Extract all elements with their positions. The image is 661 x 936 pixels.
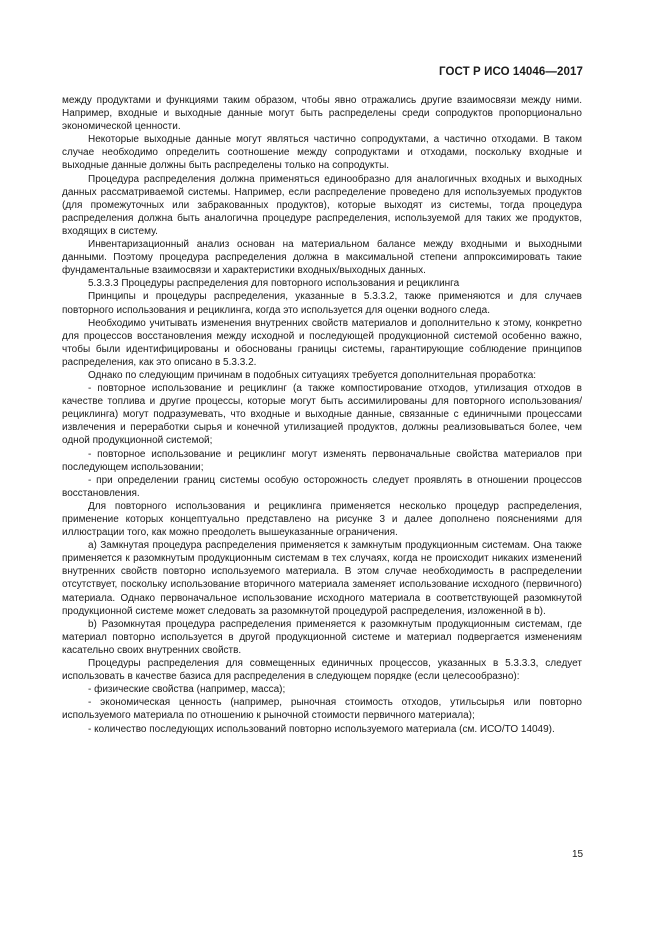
paragraph: Процедуры распределения для совмещенных единичных процессов, указанных в 5.3.3.3, следует использовать в качестве базиса для распределения в следующем порядке (если целесообразно): (62, 658, 582, 683)
page-number: 15 (572, 849, 584, 860)
list-item: - повторное использование и рециклинг (а также компостирование отходов, утилизация отходов в качестве топлива и другие процессы, которые могут быть ассимилированы для повторного использования/рециклинга) могут подразумевать, что входные и выходные данные, связанные с единичными процессами извлечения и переработки сырья и конечной утилизацией продуктов, должны реализовываться более, чем одной продукционной системой; (62, 383, 582, 447)
list-item: a) Замкнутая процедура распределения применяется к замкнутым продукционным системам. Она также применяется к разомкнутым продукционным системам в тех случаях, когда не происходит никаких изменений внутренних свойств повторно используемого материала. В этом случае необходимость в распределении отсутствует, поскольку использование вторичного материала заменяет использование исходного (первичного) материала. Однако первоначальное использование исходного материала в соответствующей разомкнутой продукционной системе может следовать за разомкнутой процедурой распределения, изложенной в b). (62, 540, 582, 617)
paragraph: между продуктами и функциями таким образом, чтобы явно отражались другие взаимосвязи между ними. Например, входные и выходные данные могут быть распределены среди сопродуктов пропорционально экономической ценности. (62, 95, 582, 133)
paragraph: Для повторного использования и рециклинга применяется несколько процедур распределения, применение которых концептуально представлено на рисунке 3 и далее дополнено пояснениями для иллюстрации того, как можно преодолеть вышеуказанные ограничения. (62, 500, 582, 539)
paragraph: Принципы и процедуры распределения, указанные в 5.3.3.2, также применяются и для случаев повторного использования и рециклинга, когда это используется для оценки водного следа. (62, 291, 582, 316)
list-item: - количество последующих использований повторно используемого материала (см. ИСО/ТО 14049). (88, 723, 555, 735)
paragraph: Некоторые выходные данные могут являться частично сопродуктами, а частично отходами. В таком случае необходимо определить соотношение между сопродуктами и отходами, поскольку входные и выходные данные должны быть распределены только на сопродукты. (62, 134, 582, 172)
paragraph: Инвентаризационный анализ основан на материальном балансе между входными и выходными данными. Поэтому процедура распределения должна в максимальной степени аппроксимировать такие фундаментальные взаимосвязи и характеристики входных/выходных данных. (62, 239, 582, 277)
list-item: b) Разомкнутая процедура распределения применяется к разомкнутым продукционным системам, где материал повторно используется в другой продукционной системе и материал подвергается изменениям касательно своих внутренних свойств. (62, 618, 582, 656)
section-heading: 5.3.3.3 Процедуры распределения для повторного использования и рециклинга (88, 278, 460, 290)
paragraph: Однако по следующим причинам в подобных ситуациях требуется дополнительная проработка: (88, 369, 537, 381)
document-header: ГОСТ Р ИСО 14046—2017 (438, 66, 583, 78)
list-item: - экономическая ценность (например, рыночная стоимость отходов, утильсырья или повторно используемого материала по отношению к рыночной стоимости первичного материала); (62, 697, 582, 722)
document-body (62, 94, 582, 736)
paragraph: Процедура распределения должна применяться единообразно для аналогичных входных и выходных данных рассматриваемой системы. Например, если распределение проведено для используемых продуктов (для промежуточных или забракованных продуктов), которые выходят из системы, тогда процедура распределения должна быть аналогична процедуре распределения, используемой для таких же продуктов, входящих в систему. (62, 173, 582, 237)
list-item: - при определении границ системы особую осторожность следует проявлять в отношении процессов восстановления. (62, 474, 582, 499)
list-item: - повторное использование и рециклинг могут изменять первоначальные свойства материалов при последующем использовании; (62, 448, 582, 473)
list-item: - физические свойства (например, масса); (88, 684, 286, 696)
paragraph: Необходимо учитывать изменения внутренних свойств материалов и дополнительно к этому, конкретно для процессов восстановления между исходной и последующей продукционной системой особенно важно, чтобы были идентифицированы и обоснованы границы системы, гарантирующие соблюдение принципов распределения, как это описано в 5.3.3.2. (62, 317, 582, 368)
